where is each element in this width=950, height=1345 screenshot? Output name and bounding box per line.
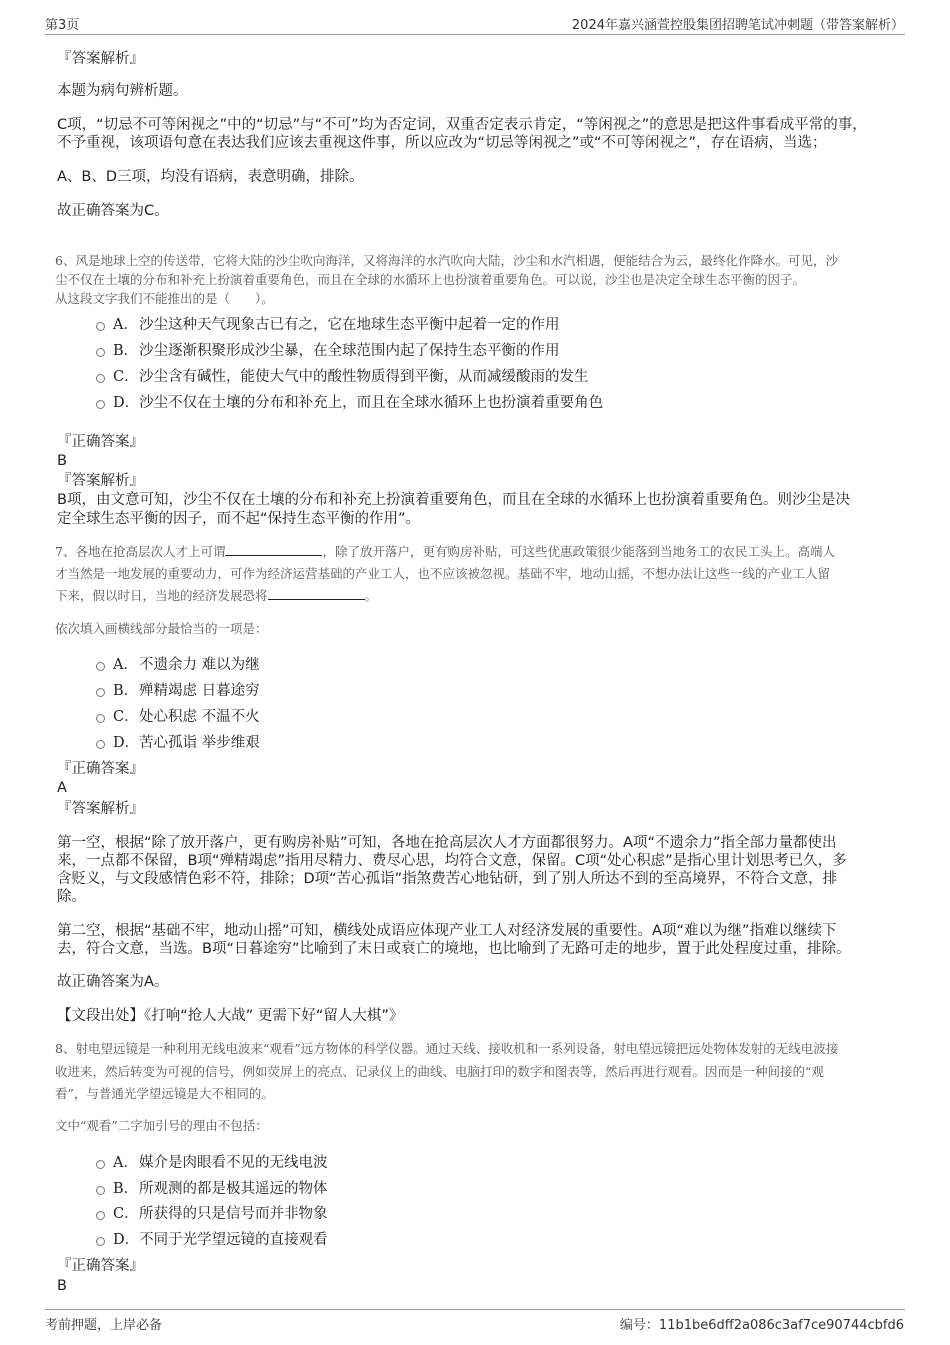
q7-stem-line3: 下来，假以时日，当地的经济发展恐将 。	[55, 585, 377, 607]
q8-stem-line1: 8、射电望远镜是一种利用无线电波来“观看”远方物体的科学仪器。通过天线、接收机和一系列设备，射电望远镜把远处物体发射的无线电波接	[55, 1041, 839, 1056]
q6-stem-line2: 尘不仅在土壤的分布和补充上扮演着重要角色，而且在全球的水循环上也扮演着重要角色。可以说，沙尘也是决定全球生态平衡的因子。	[55, 272, 806, 287]
q8-answer-label: 『正确答案』	[57, 1258, 144, 1274]
q6-analysis-label: 『答案解析』	[57, 473, 144, 489]
q5-analysis-p3: A、B、D三项，均没有语病，表意明确，排除。	[57, 169, 364, 185]
q7-analysis-p1-line2: 来，一点都不保留，B项“殚精竭虑”指用尽精力、费尽心思，均符合文意，保留。C项“处心积虑”是指心里计划思考已久，多	[57, 853, 847, 869]
footer-code: 编号：11b1be6dff2a086c3af7ce90744cbfd6	[619, 1318, 904, 1333]
q8-option-b[interactable]: B． 所观测的都是极其遥远的物体	[96, 1177, 328, 1198]
q6-analysis-line1: B项，由文意可知，沙尘不仅在土壤的分布和补充上扮演着重要角色，而且在全球的水循环上也扮演着重要角色。则沙尘是决	[57, 492, 850, 508]
q7-analysis-p1-line4: 除。	[57, 889, 86, 905]
q5-analysis-p2-line2: 不予重视，该项语句意在表达我们应该去重视这件事，所以应改为“切忌等闲视之”或“不可等闲视之”，存在语病，当选；	[57, 135, 827, 151]
q6-option-b[interactable]: B． 沙尘逐渐积聚形成沙尘暴，在全球范围内起了保持生态平衡的作用	[96, 339, 560, 360]
radio-icon[interactable]	[96, 1237, 105, 1246]
q7-option-c[interactable]: C． 处心积虑 不温不火	[96, 705, 260, 726]
q6-stem-line3: 从这段文字我们不能推出的是（ ）。	[55, 291, 274, 306]
radio-icon[interactable]	[96, 374, 105, 383]
q7-analysis-p1-line1: 第一空，根据“除了放开落户，更有购房补贴”可知，各地在抢高层次人才方面都很努力。A项“不遗余力”指全部力量都使出	[57, 835, 837, 851]
q7-option-d[interactable]: D． 苦心孤诣 举步维艰	[96, 731, 260, 752]
radio-icon[interactable]	[96, 688, 105, 697]
q7-stem-line2: 才当然是一地发展的重要动力，可作为经济运营基础的产业工人，也不应该被忽视。基础不牢，地动山摇，不想办法让这些一线的产业工人留	[55, 566, 831, 581]
radio-icon[interactable]	[96, 1186, 105, 1195]
radio-icon[interactable]	[96, 740, 105, 749]
q7-analysis-label: 『答案解析』	[57, 801, 144, 817]
q6-answer-label: 『正确答案』	[57, 434, 144, 450]
q8-option-d[interactable]: D． 不同于光学望远镜的直接观看	[96, 1228, 328, 1249]
q8-answer: B	[57, 1278, 67, 1294]
q7-answer: A	[57, 780, 67, 796]
q7-stem-line1: 7、各地在抢高层次人才上可谓 ，除了放开落户，更有购房补贴，可这些优惠政策很少能落到当地务工的农民工头上。高端人	[55, 541, 835, 563]
header-divider	[45, 34, 905, 35]
radio-icon[interactable]	[96, 1211, 105, 1220]
q7-option-a[interactable]: A． 不遗余力 难以为继	[96, 653, 260, 674]
q7-option-b[interactable]: B． 殚精竭虑 日暮途穷	[96, 679, 260, 700]
fill-blank	[225, 541, 322, 556]
radio-icon[interactable]	[96, 348, 105, 357]
q8-stem-line3: 看”，与普通光学望远镜是大不相同的。	[55, 1086, 274, 1101]
radio-icon[interactable]	[96, 322, 105, 331]
fill-blank	[268, 585, 365, 600]
q6-option-c[interactable]: C． 沙尘含有碱性，能使大气中的酸性物质得到平衡，从而减缓酸雨的发生	[96, 365, 589, 386]
q7-answer-label: 『正确答案』	[57, 761, 144, 777]
q5-analysis-label: 『答案解析』	[57, 51, 144, 67]
q5-analysis-p1: 本题为病句辨析题。	[57, 83, 188, 99]
q6-analysis-line2: 定全球生态平衡的因子，而不起“保持生态平衡的作用”。	[57, 511, 421, 527]
q5-conclusion: 故正确答案为C。	[57, 203, 169, 219]
q7-analysis-p2-line2: 去，符合文意，当选。B项“日暮途穷”比喻到了末日或衰亡的境地，也比喻到了无路可走的地步，置于此处程度过重，排除。	[57, 941, 851, 957]
document-title: 2024年嘉兴涵萱控股集团招聘笔试冲刺题（带答案解析）	[571, 18, 904, 33]
footer-slogan: 考前押题，上岸必备	[45, 1318, 163, 1333]
radio-icon[interactable]	[96, 400, 105, 409]
q8-stem-line2: 收进来，然后转变为可视的信号，例如荧屏上的亮点、记录仪上的曲线、电脑打印的数字和图表等，然后再进行观看。因而是一种间接的“观	[55, 1064, 824, 1079]
q6-option-a[interactable]: A． 沙尘这种天气现象古已有之，它在地球生态平衡中起着一定的作用	[96, 313, 560, 334]
page-number: 第3页	[45, 18, 80, 33]
q7-source: 【文段出处】《打响“抢人大战” 更需下好“留人大棋”》	[57, 1008, 404, 1024]
q8-prompt: 文中“观看”二字加引号的理由不包括：	[55, 1118, 268, 1133]
q7-analysis-p2-line1: 第二空，根据“基础不牢，地动山摇”可知，横线处成语应体现产业工人对经济发展的重要性。A项“难以为继”指难以继续下	[57, 923, 837, 939]
q6-stem-line1: 6、风是地球上空的传送带，它将大陆的沙尘吹向海洋，又将海洋的水汽吹向大陆，沙尘和水汽相遇，便能结合为云，最终化作降水。可见，沙	[55, 253, 838, 268]
q8-option-a[interactable]: A． 媒介是肉眼看不见的无线电波	[96, 1151, 328, 1172]
q7-prompt: 依次填入画横线部分最恰当的一项是：	[55, 621, 268, 636]
q7-analysis-p1-line3: 含贬义，与文段感情色彩不符，排除；D项“苦心孤诣”指煞费苦心地钻研，到了别人所达不到的至高境界，不符合文意，排	[57, 871, 838, 887]
footer-divider	[45, 1309, 905, 1310]
radio-icon[interactable]	[96, 714, 105, 723]
q7-conclusion: 故正确答案为A。	[57, 974, 169, 990]
radio-icon[interactable]	[96, 662, 105, 671]
q8-option-c[interactable]: C． 所获得的只是信号而并非物象	[96, 1202, 328, 1223]
q6-answer: B	[57, 453, 67, 469]
radio-icon[interactable]	[96, 1160, 105, 1169]
q5-analysis-p2-line1: C项，“切忌不可等闲视之”中的“切忌”与“不可”均为否定词，双重否定表示肯定，“等闲视之”的意思是把这件事看成平常的事，	[57, 117, 867, 133]
q6-option-d[interactable]: D． 沙尘不仅在土壤的分布和补充上，而且在全球水循环上也扮演着重要角色	[96, 391, 603, 412]
